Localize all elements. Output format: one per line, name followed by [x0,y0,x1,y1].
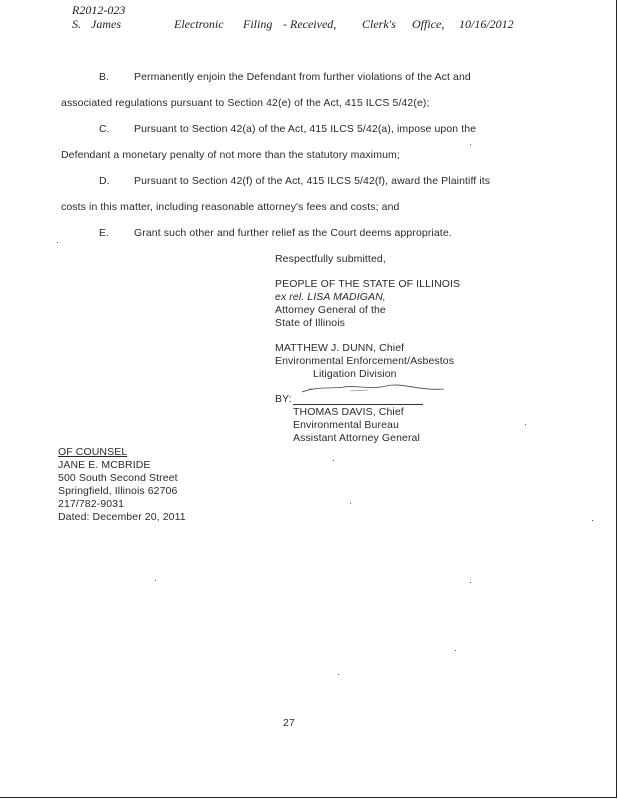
division-line2: Litigation Division [313,368,397,380]
dated-line: Dated: December 20, 2011 [58,511,186,523]
header-field-electronic: Electronic [174,17,224,31]
header-field-received: - Received, [283,17,337,31]
case-number: R2012-023 [72,3,126,17]
header-field-date: 10/16/2012 [459,17,514,31]
scan-speck [350,503,351,504]
environmental-bureau: Environmental Bureau [293,419,399,431]
people-of-illinois: PEOPLE OF THE STATE OF ILLINOIS [275,278,461,290]
item-d-letter: D. [99,175,110,187]
header-field-s: S. [72,17,81,31]
respectfully-submitted: Respectfully submitted, [275,253,386,265]
item-e-line1: Grant such other and further relief as the Court deems appropriate. [134,227,452,239]
item-b-line1: Permanently enjoin the Defendant from further violations of the Act and [134,71,471,83]
attorney-general-line2: State of Illinois [275,317,345,329]
division-line1: Environmental Enforcement/Asbestos [275,355,455,367]
scan-speck [338,674,339,675]
thomas-davis: THOMAS DAVIS, Chief [293,406,404,418]
item-d-line2: costs in this matter, including reasonable attorney's fees and costs; and [61,201,400,213]
item-b-line2: associated regulations pursuant to Section 42(e) of the Act, 415 ILCS 5/42(e); [61,97,430,109]
counsel-street: 500 South Second Street [58,472,178,484]
scan-speck [333,460,334,461]
handwritten-signature [298,380,448,400]
scan-speck [592,520,593,521]
counsel-name: JANE E. MCBRIDE [58,459,151,471]
page-number: 27 [283,717,295,729]
header-field-office: Office, [412,17,445,31]
counsel-city: Springfield, Illinois 62706 [58,485,178,497]
item-c-letter: C. [99,123,110,135]
header-field-filing: Filing [243,17,273,31]
scan-speck [455,650,456,651]
scan-speck [470,144,471,145]
scan-speck [155,580,156,581]
counsel-phone: 217/782-9031 [58,498,125,510]
item-b-letter: B. [99,71,110,83]
matthew-dunn: MATTHEW J. DUNN, Chief [275,342,405,354]
assistant-attorney-general: Assistant Attorney General [293,432,420,444]
header-field-james: James [91,17,121,31]
scan-speck [525,424,526,425]
ex-rel-madigan: ex rel. LISA MADIGAN, [275,291,386,303]
scan-speck [470,582,471,583]
attorney-general-line1: Attorney General of the [275,304,386,316]
signature-line [293,404,423,405]
item-c-line2: Defendant a monetary penalty of not more than the statutory maximum; [61,149,400,161]
item-c-line1: Pursuant to Section 42(a) of the Act, 415 ILCS 5/42(a), impose upon the [134,123,477,135]
by-label: BY: [275,393,292,405]
item-e-letter: E. [99,227,110,239]
of-counsel-heading: OF COUNSEL [58,446,128,458]
scan-speck [57,242,58,243]
item-d-line1: Pursuant to Section 42(f) of the Act, 415 ILCS 5/42(f), award the Plaintiff its [134,175,491,187]
header-field-clerks: Clerk's [362,17,396,31]
